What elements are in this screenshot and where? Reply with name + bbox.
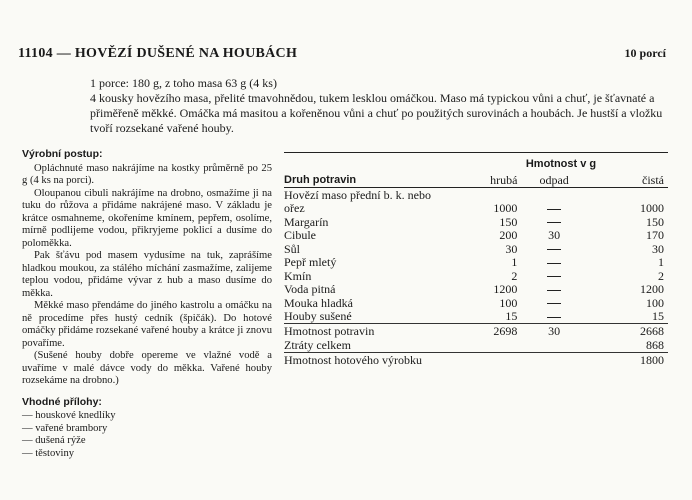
waste-weight (523, 242, 584, 256)
col-header-raw: hrubá (454, 171, 523, 188)
procedure-step-1: Opláchnuté maso nakrájíme na kostky průměrně po 25 g (4 ks na porci). (22, 162, 272, 186)
waste-weight (523, 296, 584, 310)
final-row (284, 352, 668, 367)
ingredient-name: Voda pitná (284, 282, 336, 296)
ingredient-name: Kmín (284, 268, 312, 283)
total-raw: 2698 (454, 324, 523, 339)
total-row (284, 324, 668, 339)
col-header-net: čistá (585, 171, 668, 188)
net-weight: 170 (646, 228, 664, 242)
net-weight: 2 (658, 268, 664, 283)
ingredients-table (284, 152, 668, 367)
losses-row (284, 338, 668, 352)
portions-count: 10 porcí (624, 46, 666, 60)
procedure-note: (Sušené houby dobře opereme ve vlažné vodě a uvaříme v malé dávce vody do měkka. Vařené houby rozsekáme na drobno.) (22, 350, 272, 386)
side-dishes-list (22, 410, 272, 460)
ingredient-name: Sůl (284, 241, 301, 256)
dash-mark (547, 222, 561, 223)
recipe-description: 4 kousky hovězího masa, přelité tmavohnědou, tukem lesklou omáčkou. Maso má typickou vůni a chuť, je šťavnaté a přiměřeně měkké. Omáčka má masitou a kořeněnou vůni a chuť po použitých surovinách a houbách. Je hustší a vložku tvoří rozsekané vařené houby. (90, 91, 663, 135)
waste-weight (523, 283, 584, 297)
ingredient-name: Mouka hladká (284, 295, 353, 310)
table-row (284, 283, 668, 297)
ingredient-name: ořez (284, 201, 305, 215)
table-row (284, 229, 668, 243)
net-weight: 30 (652, 241, 664, 256)
waste-weight (523, 202, 584, 216)
table-row (284, 256, 668, 270)
dash-mark (547, 263, 561, 264)
side-dishes-heading: Vhodné přílohy: (22, 395, 102, 408)
table-row (284, 269, 668, 283)
ingredient-name: Margarín (284, 214, 329, 229)
procedure-step-2: Oloupanou cibuli nakrájíme na drobno, osmažíme ji na tuku do růžova a přidáme nakrájené maso. V základu je krátce osmahneme, okořeníme kmínem, pepřem, osolíme, mírně podlijeme vodou, přikryjeme poklicí a dusíme do poloměkka. (22, 187, 272, 249)
net-weight: 1 (658, 255, 664, 269)
net-weight: 150 (646, 214, 664, 229)
net-weight: 1000 (640, 201, 664, 215)
raw-weight: 1000 (493, 201, 518, 215)
dash-mark (547, 249, 561, 250)
raw-weight: 100 (499, 295, 518, 310)
table-row (284, 296, 668, 310)
total-net: 2668 (585, 324, 668, 339)
list-item: — vařené brambory (22, 422, 108, 434)
waste-weight (523, 269, 584, 283)
dash-mark (547, 276, 561, 277)
losses-label: Ztráty celkem (284, 337, 351, 352)
net-weight: 100 (646, 295, 664, 310)
raw-weight: 1 (511, 255, 518, 269)
side-dishes (22, 396, 272, 461)
table-row (284, 202, 668, 216)
dash-mark (547, 290, 561, 291)
table-row (284, 215, 668, 229)
waste-weight (523, 310, 584, 324)
raw-weight: 2 (511, 268, 518, 283)
list-item: — těstoviny (22, 447, 75, 459)
net-weight (585, 188, 668, 202)
ingredient-name: Cibule (284, 228, 316, 242)
weight-group-header: Hmotnost v g (525, 158, 597, 170)
recipe-title: 11104 — HOVĚZÍ DUŠENÉ NA HOUBÁCH (18, 46, 298, 61)
raw-weight: 15 (505, 309, 518, 323)
ingredient-name: Pepř mletý (284, 255, 337, 269)
net-weight: 15 (652, 309, 664, 323)
dash-mark (547, 303, 561, 304)
waste-weight (523, 215, 584, 229)
ingredient-name: Hovězí maso přední b. k. nebo (284, 187, 431, 202)
list-item: — houskové knedlíky (22, 410, 116, 421)
net-weight: 1200 (640, 282, 664, 296)
waste-weight (523, 256, 584, 270)
dash-mark (547, 209, 561, 210)
ingredient-name: Houby sušené (284, 309, 352, 323)
recipe-intro (90, 76, 670, 136)
procedure-step-4: Měkké maso přendáme do jiného kastrolu a omáčku na ně procedíme přes hustý cedník (špičák). Do hotové omáčky přidáme rozsekané vařené houby a krátce ji znovu povaříme. (22, 300, 272, 349)
raw-weight: 30 (505, 241, 518, 256)
procedure-step-3: Pak šťávu pod masem vydusíme na tuk, zaprášíme hladkou moukou, za stálého míchání zasmažíme, zalijeme teplou vodou, přidáme vývar z hub a maso dusíme do měkka. (22, 250, 272, 299)
col-header-waste: odpad (523, 171, 584, 188)
total-waste: 30 (523, 324, 584, 339)
raw-weight: 200 (499, 228, 518, 242)
total-label: Hmotnost potravin (284, 324, 454, 339)
table-row (284, 310, 668, 324)
losses-net: 868 (646, 337, 664, 352)
raw-weight: 1200 (493, 282, 518, 296)
procedure-heading: Výrobní postup: (22, 148, 103, 160)
final-label: Hmotnost hotového výrobku (284, 352, 523, 367)
dash-mark (547, 317, 561, 318)
waste-weight: 30 (548, 228, 561, 242)
raw-weight: 150 (499, 214, 518, 229)
table-row (284, 242, 668, 256)
waste-weight (523, 188, 584, 202)
procedure-section (22, 148, 272, 460)
table-row (284, 188, 668, 202)
portion-info: 1 porce: 180 g, z toho masa 63 g (4 ks) (90, 76, 277, 90)
col-header-name: Druh potravin (284, 171, 454, 188)
final-net: 1800 (585, 352, 668, 367)
raw-weight (454, 188, 523, 202)
list-item: — dušená rýže (22, 435, 86, 446)
